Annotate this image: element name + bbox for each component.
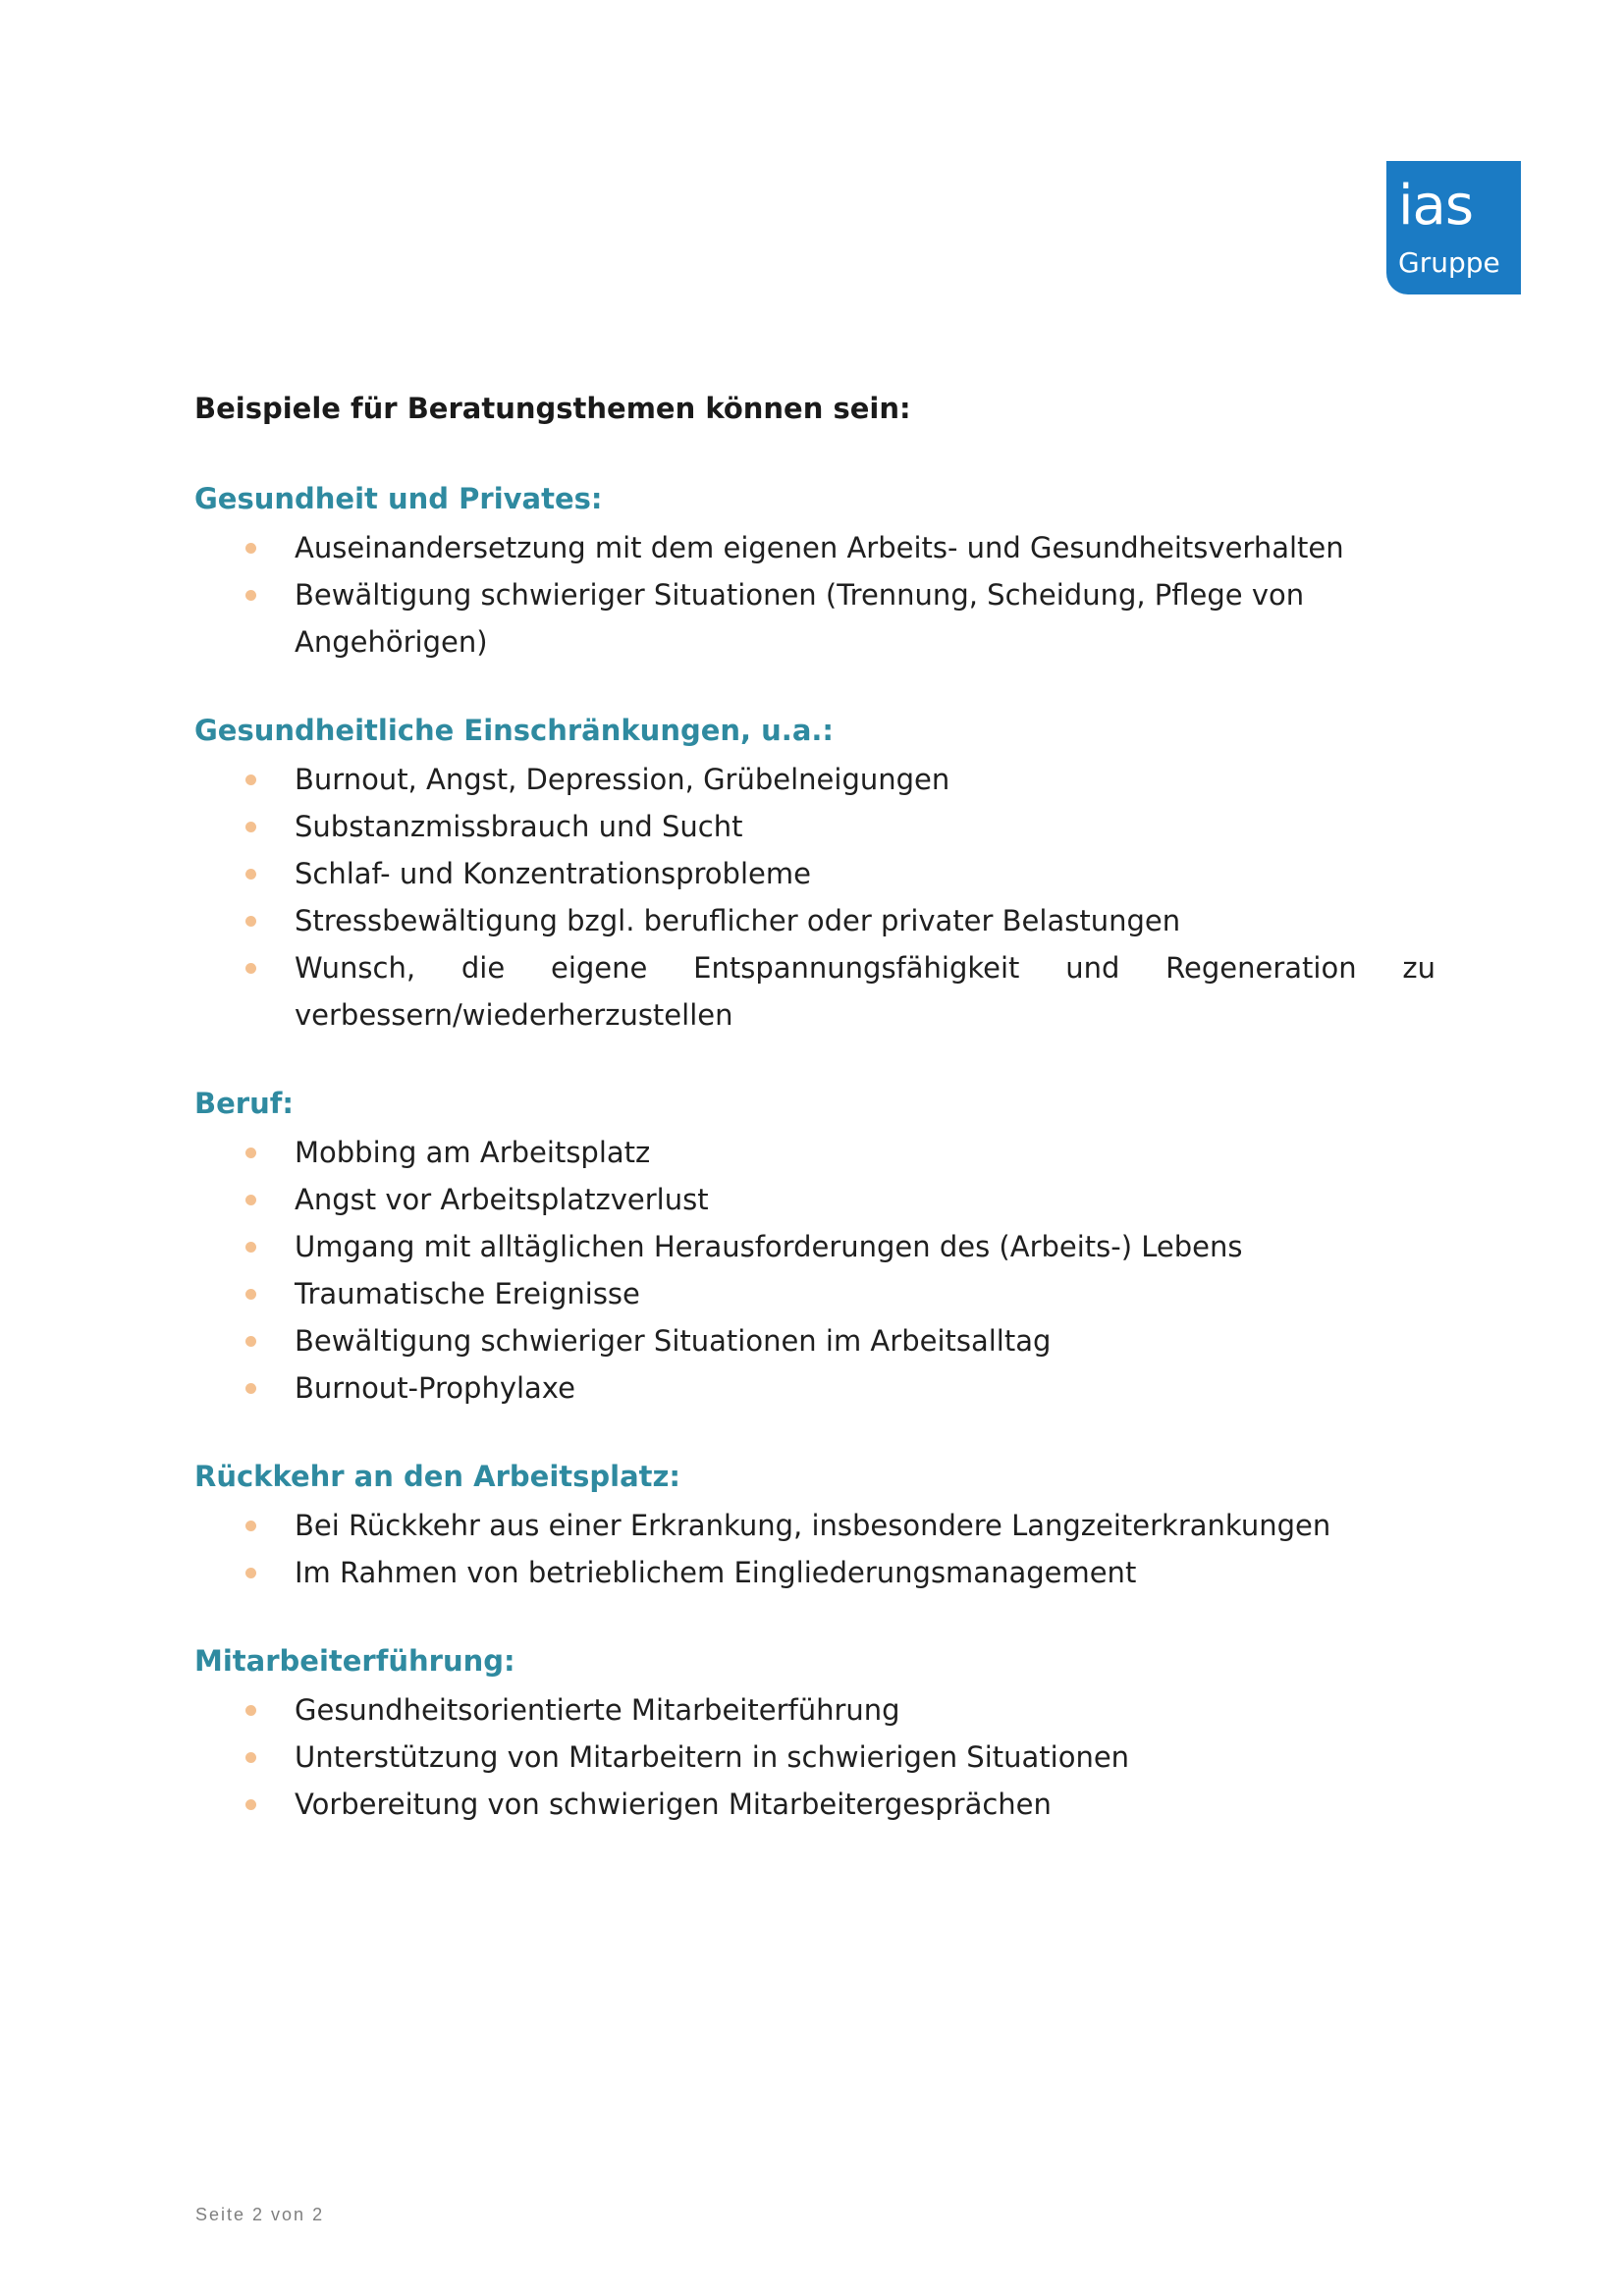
bullet-icon	[245, 543, 256, 554]
list-item-text: Bewältigung schwieriger Situationen (Trennung, Scheidung, Pflege von Angehörigen)	[295, 578, 1305, 659]
bullet-icon	[245, 1195, 256, 1205]
bullet-list	[194, 756, 1435, 1039]
list-item	[194, 1223, 1435, 1270]
section-beruf	[194, 1084, 1435, 1412]
list-item-text: Burnout-Prophylaxe	[295, 1371, 575, 1405]
bullet-icon	[245, 1148, 256, 1158]
list-item	[194, 803, 1435, 850]
list-item	[194, 1364, 1435, 1412]
section-heading: Rückkehr an den Arbeitsplatz:	[194, 1460, 680, 1493]
logo-main-text: ias	[1398, 174, 1474, 238]
list-item-text: Bewältigung schwieriger Situationen im Arbeitsalltag	[295, 1324, 1052, 1358]
bullet-list	[194, 1502, 1435, 1596]
bullet-icon	[245, 1242, 256, 1253]
list-item	[194, 1317, 1435, 1364]
list-item	[194, 850, 1435, 897]
bullet-icon	[245, 1752, 256, 1763]
list-item-text: Schlaf- und Konzentrationsprobleme	[295, 857, 811, 890]
section-heading: Gesundheit und Privates:	[194, 482, 603, 515]
bullet-list	[194, 1129, 1435, 1412]
list-item-text: Wunsch, die eigene Entspannungsfähigkeit und Regeneration zu verbessern/wiederherzustellen	[295, 951, 1435, 1032]
page-number: Seite 2 von 2	[195, 2205, 325, 2224]
list-item	[194, 897, 1435, 944]
ias-gruppe-logo	[1386, 161, 1521, 294]
list-item	[194, 1502, 1435, 1549]
bullet-icon	[245, 1336, 256, 1347]
list-item-text: Vorbereitung von schwierigen Mitarbeitergesprächen	[295, 1788, 1052, 1821]
list-item-text: Bei Rückkehr aus einer Erkrankung, insbesondere Langzeiterkrankungen	[295, 1509, 1331, 1542]
section-gesundheitliche-einschraenkungen	[194, 711, 1435, 1039]
bullet-icon	[245, 1289, 256, 1300]
list-item	[194, 1176, 1435, 1223]
list-item-text: Unterstützung von Mitarbeitern in schwierigen Situationen	[295, 1740, 1130, 1774]
section-heading: Mitarbeiterführung:	[194, 1644, 515, 1678]
list-item-text: Substanzmissbrauch und Sucht	[295, 810, 743, 843]
bullet-icon	[245, 869, 256, 880]
list-item-text: Burnout, Angst, Depression, Grübelneigungen	[295, 763, 950, 796]
bullet-icon	[245, 1383, 256, 1394]
bullet-icon	[245, 774, 256, 785]
list-item-text: Mobbing am Arbeitsplatz	[295, 1136, 651, 1169]
list-item	[194, 524, 1435, 571]
list-item	[194, 1686, 1435, 1734]
list-item	[194, 756, 1435, 803]
logo-sub-text: Gruppe	[1398, 246, 1500, 279]
section-heading: Gesundheitliche Einschränkungen, u.a.:	[194, 714, 834, 747]
document-body	[194, 389, 1435, 1873]
bullet-icon	[245, 916, 256, 927]
bullet-icon	[245, 1705, 256, 1716]
list-item	[194, 1734, 1435, 1781]
section-heading: Beruf:	[194, 1087, 294, 1120]
bullet-icon	[245, 1568, 256, 1578]
bullet-icon	[245, 822, 256, 832]
bullet-icon	[245, 1521, 256, 1531]
bullet-list	[194, 1686, 1435, 1828]
list-item-text: Im Rahmen von betrieblichem Eingliederungsmanagement	[295, 1556, 1137, 1589]
bullet-icon	[245, 1799, 256, 1810]
list-item	[194, 1781, 1435, 1828]
bullet-icon	[245, 963, 256, 974]
list-item	[194, 1129, 1435, 1176]
list-item	[194, 1549, 1435, 1596]
page-title: Beispiele für Beratungsthemen können sein:	[194, 392, 911, 425]
section-gesundheit-privates	[194, 479, 1435, 666]
list-item-text: Auseinandersetzung mit dem eigenen Arbeits- und Gesundheitsverhalten	[295, 531, 1344, 564]
section-rueckkehr-arbeitsplatz	[194, 1457, 1435, 1596]
list-item	[194, 571, 1435, 666]
list-item	[194, 1270, 1435, 1317]
list-item-text: Angst vor Arbeitsplatzverlust	[295, 1183, 709, 1216]
list-item-text: Gesundheitsorientierte Mitarbeiterführung	[295, 1693, 900, 1727]
list-item	[194, 944, 1435, 1039]
list-item-text: Stressbewältigung bzgl. beruflicher oder privater Belastungen	[295, 904, 1181, 937]
section-mitarbeiterfuehrung	[194, 1641, 1435, 1828]
bullet-icon	[245, 590, 256, 601]
list-item-text: Umgang mit alltäglichen Herausforderungen des (Arbeits-) Lebens	[295, 1230, 1243, 1263]
bullet-list	[194, 524, 1435, 666]
list-item-text: Traumatische Ereignisse	[295, 1277, 640, 1310]
